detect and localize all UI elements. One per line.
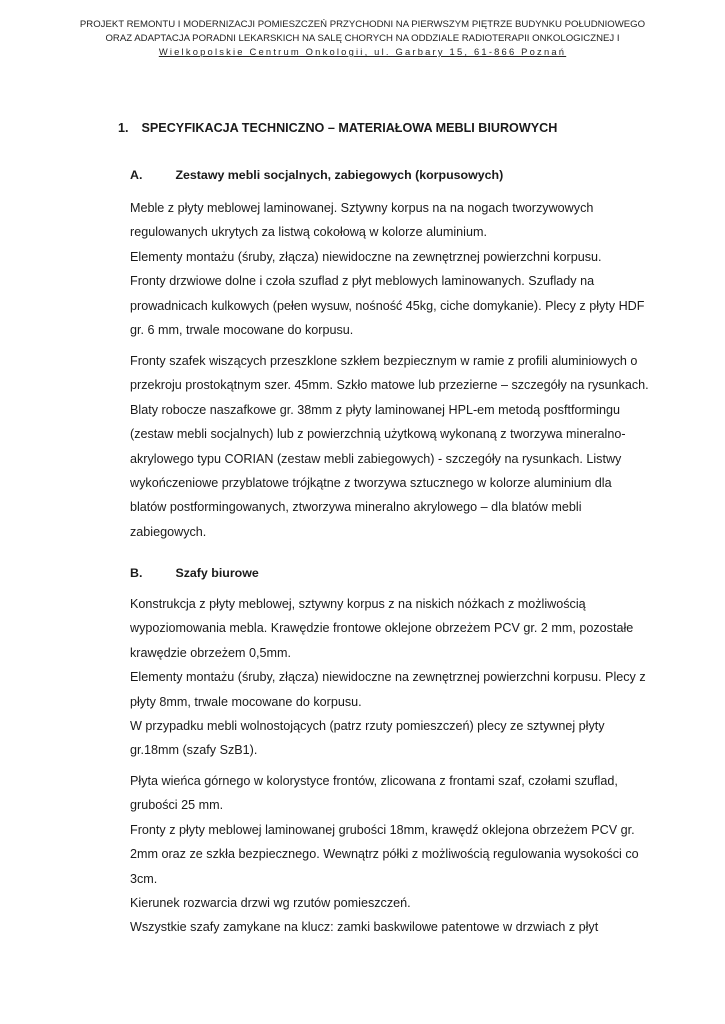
paragraph-line: blatów postformingowanych, ztworzywa mineralno akrylowego – dla blatów mebli xyxy=(130,500,582,515)
paragraph-line: Fronty z płyty meblowej laminowanej grubości 18mm, krawędź oklejona obrzeżem PCV gr. xyxy=(130,822,635,837)
paragraph-line: Fronty szafek wiszących przeszklone szkłem bezpiecznym w ramie z profili aluminiowych o xyxy=(130,354,638,368)
paragraph-line: płyty 8mm, trwale mocowane do korpusu. xyxy=(130,694,362,709)
paragraph-line: 3cm. xyxy=(130,871,158,886)
paragraph-line: Konstrukcja z płyty meblowej, sztywny korpus z na niskich nóżkach z możliwością xyxy=(130,597,586,611)
paragraph-line: akrylowego typu CORIAN (zestaw mebli zabiegowych) - szczegóły na rysunkach. Listwy xyxy=(130,451,622,466)
paragraph-line: grubości 25 mm. xyxy=(130,798,224,813)
paragraph-line: Płyta wieńca górnego w kolorystyce frontów, zlicowana z frontami szaf, czołami szuflad, xyxy=(130,774,618,788)
paragraph-line: Elementy montażu (śruby, złącza) niewidoczne na zewnętrznej powierzchni korpusu. Plecy z xyxy=(130,670,646,685)
paragraph-line: przekroju prostokątnym szer. 45mm. Szkło matowe lub przezierne – szczegóły na rysunkach. xyxy=(130,378,649,393)
paragraph-line: wypoziomowania mebla. Krawędzie frontowe oklejone obrzeżem PCV gr. 2 mm, pozostałe xyxy=(130,621,634,636)
paragraph-a2 xyxy=(130,349,650,544)
paragraph-line: krawędzie obrzeżem 0,5mm. xyxy=(130,645,291,660)
paragraph-line: prowadnicach kulkowych (pełen wysuw, nośność 45kg, ciche domykanie). Plecy z płyty HDF xyxy=(130,298,645,313)
paragraph-line: zabiegowych. xyxy=(130,524,207,539)
header-address: Wielkopolskie Centrum Onkologii, ul. Garbary 15, 61-866 Poznań xyxy=(158,46,567,57)
section-number: 1. xyxy=(118,121,129,135)
paragraph-line: 2mm oraz ze szkła bezpiecznego. Wewnątrz półki z możliwością regulowania wysokości co xyxy=(130,847,639,862)
paragraph-line: gr.18mm (szafy SzB1). xyxy=(130,743,258,758)
paragraph-line: (zestaw mebli socjalnych) lub z powierzchnią użytkową wykonaną z tworzywa mineralno- xyxy=(130,427,626,442)
page-header xyxy=(20,18,705,59)
header-line-2: ORAZ ADAPTACJA PORADNI LEKARSKICH NA SALĘ CHORYCH NA ODDZIALE RADIOTERAPII ONKOLOGICZNEJ I xyxy=(105,32,620,44)
header-line-1: PROJEKT REMONTU I MODERNIZACJI POMIESZCZEŃ PRZYCHODNI NA PIERWSZYM PIĘTRZE BUDYNKU POŁUDNIOWEGO xyxy=(79,19,646,30)
subsection-heading-b xyxy=(130,566,259,580)
subsection-heading-a xyxy=(130,168,503,182)
paragraph-line: Meble z płyty meblowej laminowanej. Sztywny korpus na na nogach tworzywowych xyxy=(130,201,594,215)
subsection-title: Szafy biurowe xyxy=(175,566,259,580)
section-title: SPECYFIKACJA TECHNICZNO – MATERIAŁOWA MEBLI BIUROWYCH xyxy=(141,121,558,135)
paragraph-b2 xyxy=(130,769,650,940)
paragraph-line: Fronty drzwiowe dolne i czoła szuflad z płyt meblowych laminowanych. Szuflady na xyxy=(130,274,595,289)
paragraph-line: W przypadku mebli wolnostojących (patrz rzuty pomieszczeń) plecy ze sztywnej płyty xyxy=(130,719,605,734)
paragraph-line: gr. 6 mm, trwale mocowane do korpusu. xyxy=(130,323,354,338)
paragraph-b1 xyxy=(130,592,650,763)
paragraph-line: Elementy montażu (śruby, złącza) niewidoczne na zewnętrznej powierzchni korpusu. xyxy=(130,249,602,264)
paragraph-line: wykończeniowe przyblatowe trójkątne z tworzywa sztucznego w kolorze aluminium dla xyxy=(130,476,612,491)
paragraph-a1 xyxy=(130,196,650,342)
subsection-letter: A. xyxy=(130,168,143,182)
subsection-title: Zestawy mebli socjalnych, zabiegowych (korpusowych) xyxy=(175,168,504,182)
paragraph-line: Kierunek rozwarcia drzwi wg rzutów pomieszczeń. xyxy=(130,896,411,911)
subsection-letter: B. xyxy=(130,566,143,580)
paragraph-line: Blaty robocze naszafkowe gr. 38mm z płyty laminowanej HPL-em metodą posftformingu xyxy=(130,402,620,417)
paragraph-line: regulowanych ukrytych za listwą cokołową w kolorze aluminium. xyxy=(130,225,487,240)
section-heading xyxy=(118,121,557,135)
paragraph-line: Wszystkie szafy zamykane na klucz: zamki baskwilowe patentowe w drzwiach z płyt xyxy=(130,920,599,935)
